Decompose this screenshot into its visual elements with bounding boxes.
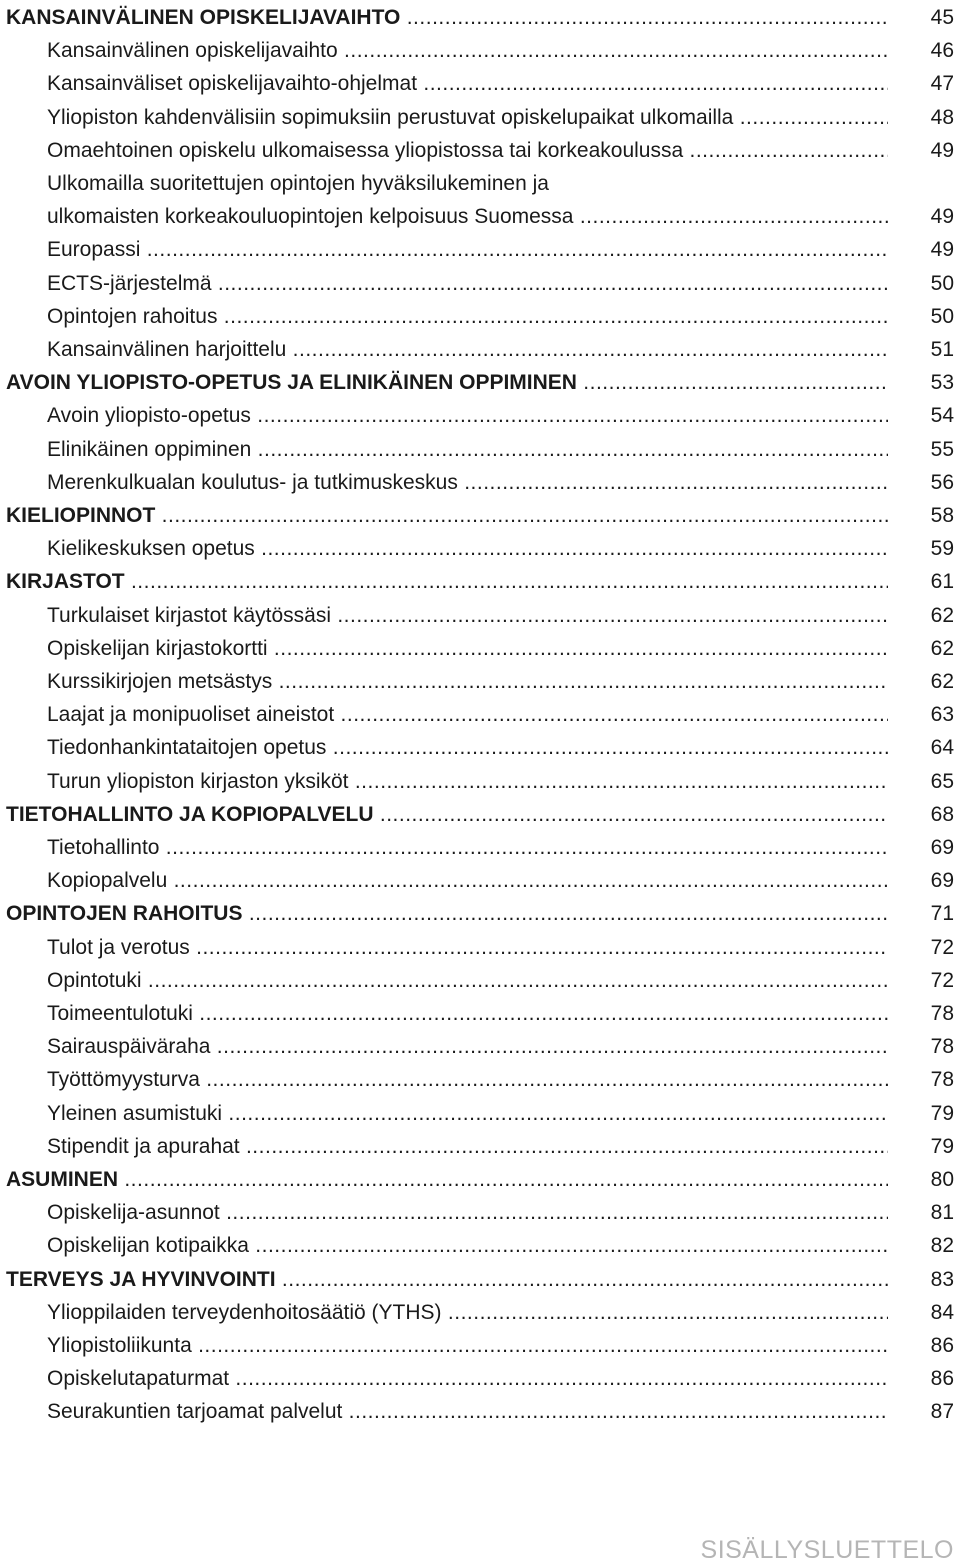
toc-entry-title: Merenkulkualan koulutus- ja tutkimuskeskus: [47, 470, 458, 494]
toc-page-number: 80: [930, 1168, 954, 1191]
toc-section-title: AVOIN YLIOPISTO-OPETUS JA ELINIKÄINEN OPPIMINEN: [6, 371, 577, 395]
toc-page-number: 53: [930, 371, 954, 395]
toc-entry-title-leader: [6, 1, 888, 34]
toc-entry-title: ECTS-järjestelmä: [47, 271, 212, 295]
toc-page-number: 83: [930, 1267, 954, 1291]
toc-entry-title-leader: [47, 964, 888, 997]
toc-page-number: 78: [930, 1035, 954, 1059]
toc-page-number: 63: [930, 703, 954, 727]
toc-entry-title: Europassi: [47, 238, 141, 262]
toc-page-number: 59: [930, 537, 954, 561]
toc-entry-title-leader: [6, 565, 888, 598]
toc-page-number: 46: [930, 39, 954, 63]
toc-section-row[interactable]: [0, 1263, 960, 1296]
toc-page-number: 79: [930, 1101, 954, 1125]
toc-entry-title-leader: [47, 599, 888, 632]
toc-entry-title-leader: [6, 1263, 888, 1296]
toc-entry-title-leader: [47, 665, 888, 698]
toc-section-title: KANSAINVÄLINEN OPISKELIJAVAIHTO: [6, 6, 401, 29]
toc-entry-row[interactable]: [0, 765, 960, 798]
toc-entry-row[interactable]: [0, 864, 960, 897]
toc-entry-row[interactable]: [0, 997, 960, 1030]
toc-entry-row[interactable]: [0, 1196, 960, 1229]
toc-page-number: 58: [930, 504, 954, 527]
toc-entry-row[interactable]: [0, 1329, 960, 1362]
toc-entry-row[interactable]: [0, 1395, 960, 1428]
toc-section-row[interactable]: [0, 897, 960, 930]
toc-page-number: 69: [930, 869, 954, 893]
toc-entry-row[interactable]: [0, 831, 960, 864]
toc-entry-title: Turun yliopiston kirjaston yksiköt: [47, 769, 349, 793]
toc-entry-title: Tietohallinto: [47, 836, 160, 859]
toc-section-row[interactable]: [0, 798, 960, 831]
toc-entry-title: Kansainväliset opiskelijavaihto-ohjelmat: [47, 72, 418, 96]
toc-page-number: 49: [930, 138, 954, 162]
toc-entry-row[interactable]: [0, 1130, 960, 1163]
toc-page-number: 62: [930, 670, 954, 693]
toc-entry-title: Toimeentulotuki: [47, 1002, 193, 1025]
toc-page-number: 71: [930, 902, 954, 926]
toc-entry-row[interactable]: [0, 1063, 960, 1096]
toc-section-title: TIETOHALLINTO JA KOPIOPALVELU: [6, 802, 374, 826]
toc-entry-row[interactable]: [0, 101, 960, 134]
toc-entry-title: Ulkomailla suoritettujen opintojen hyväksilukeminen ja: [47, 172, 549, 195]
toc-entry-title: Sairauspäiväraha: [47, 1035, 211, 1059]
toc-entry-row[interactable]: [0, 931, 960, 964]
toc-entry-row[interactable]: [0, 1362, 960, 1395]
toc-entry-row[interactable]: [0, 233, 960, 266]
toc-page-number: 78: [930, 1002, 954, 1025]
toc-entry-title: Elinikäinen oppiminen: [47, 437, 252, 461]
toc-page-number: 84: [930, 1300, 954, 1324]
toc-page-number: 49: [930, 238, 954, 262]
toc-entry-title-leader: [47, 1030, 888, 1063]
toc-entry-row[interactable]: [0, 599, 960, 632]
toc-entry-title: Tulot ja verotus: [47, 935, 190, 959]
toc-entry-row[interactable]: [0, 1229, 960, 1262]
toc-entry-title-leader: [47, 233, 888, 266]
toc-entry-row[interactable]: [0, 200, 960, 233]
toc-page-number: 50: [930, 304, 954, 328]
toc-entry-title-leader: [47, 200, 888, 233]
toc-entry-title: Omaehtoinen opiskelu ulkomaisessa yliopistossa tai korkeakoulussa: [47, 138, 684, 162]
toc-entry-title-leader: [47, 101, 888, 134]
toc-section-row[interactable]: [0, 1, 960, 34]
toc-page-number: 61: [930, 570, 954, 594]
toc-entry-title-leader: [47, 831, 888, 864]
toc-entry-title-leader: [6, 366, 888, 399]
toc-page-number: 86: [930, 1367, 954, 1391]
toc-section-row[interactable]: [0, 499, 960, 532]
toc-page-number: 65: [930, 769, 954, 793]
toc-section-row[interactable]: [0, 1163, 960, 1196]
toc-entry-title: Laajat ja monipuoliset aineistot: [47, 703, 335, 727]
toc-entry-title-leader: [47, 1196, 888, 1229]
toc-page-number: 78: [930, 1068, 954, 1092]
toc-entry-title: Kansainvälinen opiskelijavaihto: [47, 39, 338, 63]
toc-entry-title-leader: [47, 1063, 888, 1096]
toc-section-title: TERVEYS JA HYVINVOINTI: [6, 1267, 276, 1291]
toc-entry-title-leader: [47, 765, 888, 798]
toc-page-number: 86: [930, 1334, 954, 1357]
toc-entry-title: Turkulaiset kirjastot käytössäsi: [47, 603, 331, 627]
toc-entry-title: Opiskelijan kotipaikka: [47, 1234, 249, 1258]
toc-entry-row[interactable]: [0, 466, 960, 499]
toc-page-number: 45: [930, 6, 954, 29]
toc-entry-title-leader: [47, 267, 888, 300]
toc-entry-row[interactable]: [0, 731, 960, 764]
toc-page-number: 68: [930, 802, 954, 826]
toc-page-number: 55: [930, 437, 954, 461]
toc-entry-title: Kurssikirjojen metsästys: [47, 670, 273, 693]
toc-entry-title-leader: [47, 532, 888, 565]
toc-entry-title-leader: [6, 1163, 888, 1196]
toc-section-row[interactable]: [0, 565, 960, 598]
toc-entry-title: Opintotuki: [47, 968, 142, 992]
toc-page-number: 81: [930, 1201, 954, 1225]
toc-entry-title: Ylioppilaiden terveydenhoitosäätiö (YTHS): [47, 1300, 442, 1324]
toc-entry-row[interactable]: [0, 167, 960, 200]
toc-entry-title-leader: [47, 864, 888, 897]
toc-entry-row[interactable]: [0, 333, 960, 366]
toc-entry-title: Opiskelija-asunnot: [47, 1201, 220, 1225]
toc-page-number: 72: [930, 935, 954, 959]
toc-entry-title-leader: [47, 399, 888, 432]
toc-entry-title-leader: [47, 632, 888, 665]
toc-entry-title-leader: [6, 897, 888, 930]
toc-entry-title-leader: [6, 499, 888, 532]
page-footer-title: SISÄLLYSLUETTELO: [700, 1536, 954, 1564]
toc-page-number: 48: [930, 105, 954, 129]
toc-page-number: 51: [930, 338, 954, 361]
toc-entry-row[interactable]: [0, 1030, 960, 1063]
toc-entry-title-leader: [47, 1296, 888, 1329]
toc-page-number: 87: [930, 1400, 954, 1424]
toc-entry-title: Seurakuntien tarjoamat palvelut: [47, 1400, 343, 1424]
toc-entry-title: Stipendit ja apurahat: [47, 1134, 240, 1158]
toc-page-number: 49: [930, 205, 954, 229]
toc-page-number: 47: [930, 72, 954, 96]
toc-entry-title: Yliopistoliikunta: [47, 1334, 192, 1357]
toc-page-number: 69: [930, 836, 954, 859]
toc-entry-title-leader: [47, 997, 888, 1030]
toc-page-number: 82: [930, 1234, 954, 1258]
toc-entry-title-leader: [47, 167, 888, 200]
toc-entry-title-leader: [47, 698, 888, 731]
toc-section-row[interactable]: [0, 366, 960, 399]
toc-section-title: KIELIOPINNOT: [6, 504, 156, 527]
toc-section-title: ASUMINEN: [6, 1168, 119, 1191]
toc-section-title: KIRJASTOT: [6, 570, 125, 594]
toc-page-number: 56: [930, 470, 954, 494]
toc-entry-row[interactable]: [0, 34, 960, 67]
toc-entry-title-leader: [47, 1329, 888, 1362]
toc-entry-row[interactable]: [0, 532, 960, 565]
toc-entry-title-leader: [47, 134, 888, 167]
toc-entry-row[interactable]: [0, 267, 960, 300]
toc-entry-title: Yleinen asumistuki: [47, 1101, 223, 1125]
toc-entry-title: Kielikeskuksen opetus: [47, 537, 255, 561]
toc-entry-title: Opiskelijan kirjastokortti: [47, 636, 268, 660]
toc-entry-title-leader: [47, 931, 888, 964]
toc-entry-row[interactable]: [0, 300, 960, 333]
toc-entry-row[interactable]: [0, 1296, 960, 1329]
toc-page-number: 54: [930, 404, 954, 428]
toc-entry-title: Opiskelutapaturmat: [47, 1367, 230, 1391]
toc-entry-title-leader: [47, 1395, 888, 1428]
toc-entry-row[interactable]: [0, 134, 960, 167]
toc-entry-title: Tiedonhankintataitojen opetus: [47, 736, 327, 760]
toc-entry-title: Kopiopalvelu: [47, 869, 168, 893]
toc-entry-title: Avoin yliopisto-opetus: [47, 404, 251, 428]
toc-entry-title: Opintojen rahoitus: [47, 304, 218, 328]
toc-entry-title: Kansainvälinen harjoittelu: [47, 338, 287, 361]
toc-entry-title-leader: [47, 466, 888, 499]
toc-entry-title-leader: [47, 1229, 888, 1262]
toc-section-title: OPINTOJEN RAHOITUS: [6, 902, 243, 926]
toc-entry-row[interactable]: [0, 665, 960, 698]
toc-page-number: 50: [930, 271, 954, 295]
toc-page-number: 79: [930, 1134, 954, 1158]
toc-entry-title-leader: [47, 34, 888, 67]
toc-entry-row[interactable]: [0, 1097, 960, 1130]
toc-entry-row[interactable]: [0, 964, 960, 997]
toc-entry-title-leader: [6, 798, 888, 831]
toc-page-number: 62: [930, 603, 954, 627]
toc-entry-title-leader: [47, 1130, 888, 1163]
toc-entry-title-leader: [47, 1362, 888, 1395]
toc-page-number: 62: [930, 636, 954, 660]
toc-page-number: 64: [930, 736, 954, 760]
toc-entry-title-leader: [47, 300, 888, 333]
toc-entry-title: Yliopiston kahdenvälisiin sopimuksiin perustuvat opiskelupaikat ulkomailla: [47, 105, 734, 129]
toc-entry-row[interactable]: [0, 433, 960, 466]
toc-entry-title-leader: [47, 433, 888, 466]
toc-entry-title-leader: [47, 731, 888, 764]
toc-entry-row[interactable]: [0, 698, 960, 731]
toc-page-number: 72: [930, 968, 954, 992]
toc-entry-title-leader: [47, 1097, 888, 1130]
toc-entry-title-leader: [47, 67, 888, 100]
toc-entry-title: ulkomaisten korkeakouluopintojen kelpoisuus Suomessa: [47, 205, 574, 229]
toc-entry-row[interactable]: [0, 399, 960, 432]
toc-entry-row[interactable]: [0, 632, 960, 665]
toc-entry-title: Työttömyysturva: [47, 1068, 200, 1092]
toc-entry-title-leader: [47, 333, 888, 366]
toc-entry-row[interactable]: [0, 67, 960, 100]
